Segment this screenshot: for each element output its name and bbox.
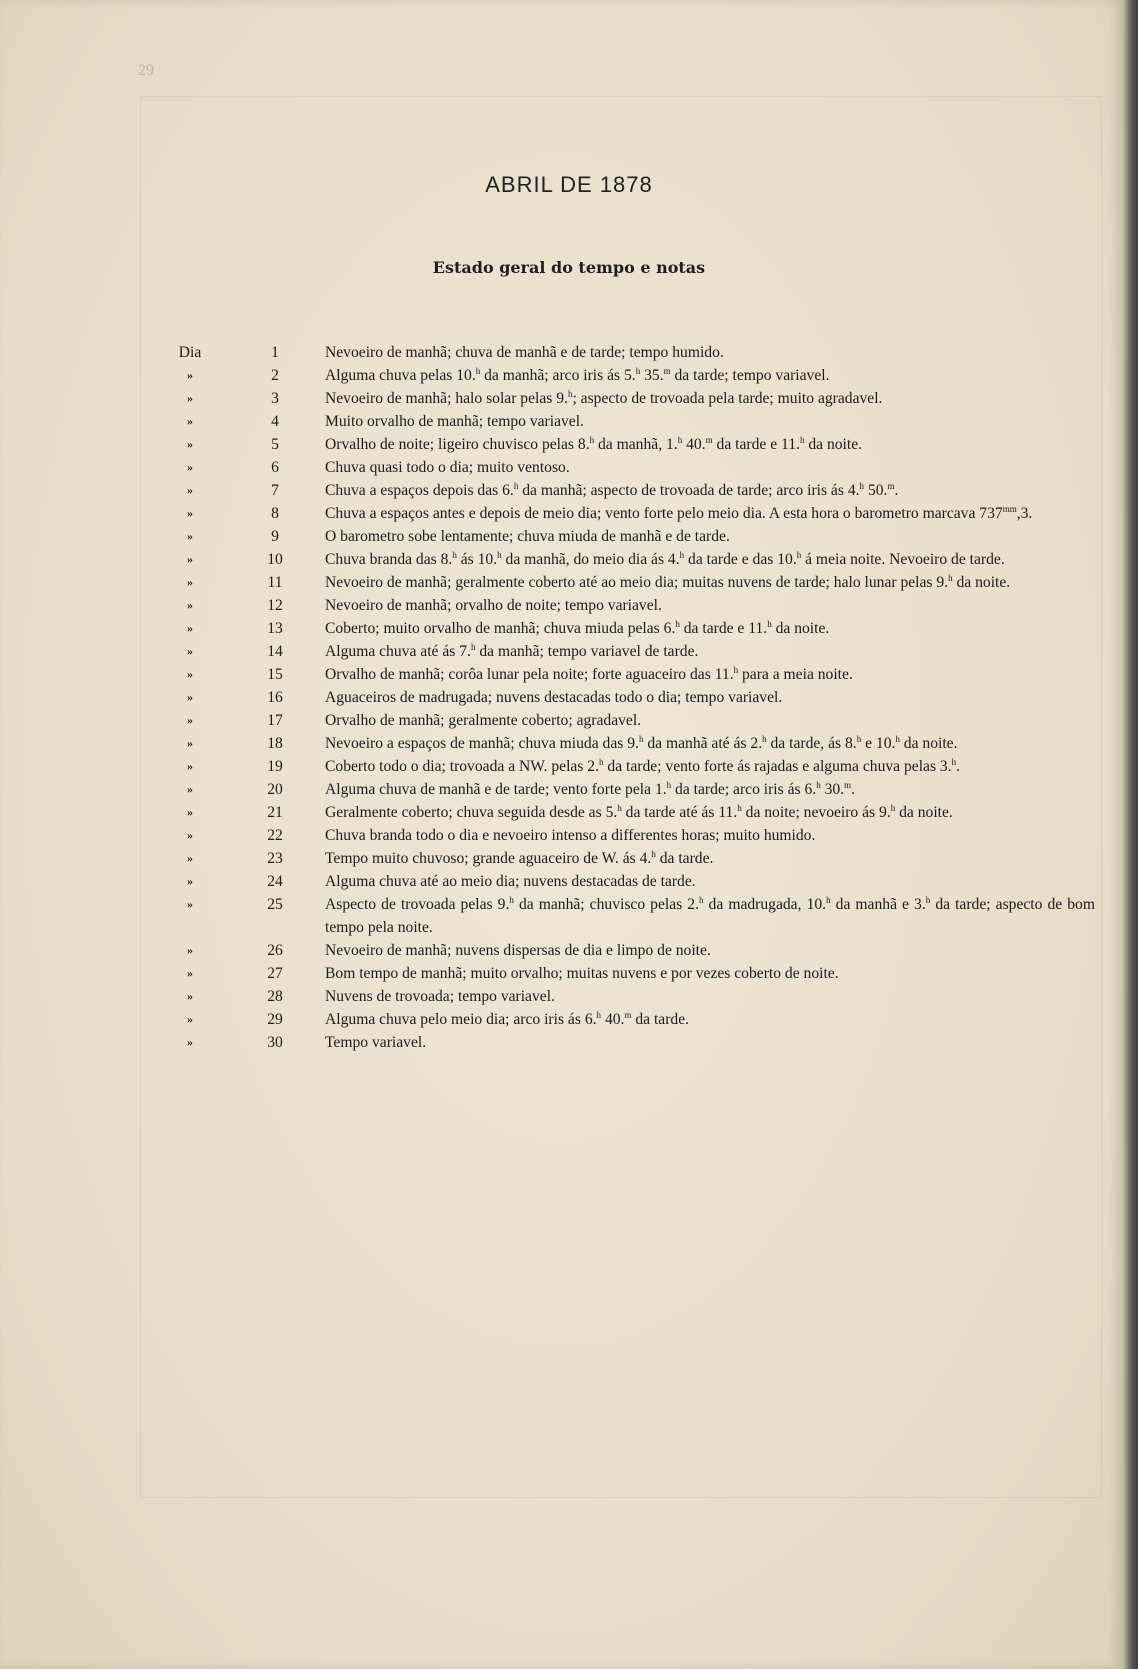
table-row	[155, 755, 1095, 778]
table-row	[155, 479, 1095, 502]
weather-note: Alguma chuva pelas 10.$^h$ da manhã; arco iris ás 5.$^h$ 35.$^m$ da tarde; tempo variavel.	[325, 365, 830, 384]
day-number: 5	[271, 436, 279, 453]
day-number: 7	[271, 482, 279, 499]
day-number: 6	[271, 459, 279, 476]
day-number: 26	[267, 942, 283, 959]
weather-note: Nevoeiro de manhã; geralmente coberto até ao meio dia; muitas nuvens de tarde; halo lunar pelas 9.$^h$ da noite.	[325, 572, 1011, 591]
page-title: ABRIL DE 1878	[485, 172, 653, 197]
table-row	[155, 571, 1095, 594]
table-row	[155, 433, 1095, 456]
table-row	[155, 387, 1095, 410]
day-number: 27	[267, 965, 283, 982]
table-row	[155, 824, 1095, 847]
table-row	[155, 870, 1095, 893]
day-number: 8	[271, 505, 279, 522]
ditto-mark: »	[187, 621, 193, 635]
weather-note: Geralmente coberto; chuva seguida desde as 5.$^h$ da tarde até ás 11.$^h$ da noite; nevoeiro ás 9.$^h$ da noite.	[325, 802, 953, 821]
weather-note: Orvalho de manhã; corôa lunar pela noite; forte aguaceiro das 11.$^h$ para a meia noite.	[325, 664, 853, 683]
table-row	[155, 663, 1095, 686]
weather-note: Tempo variavel.	[325, 1034, 427, 1051]
day-number: 11	[267, 574, 283, 591]
table-row	[155, 341, 1095, 364]
section-heading: Estado geral do tempo e notas	[432, 258, 706, 277]
weather-note: Nevoeiro de manhã; orvalho de noite; tempo variavel.	[325, 597, 662, 614]
day-number: 18	[267, 735, 283, 752]
weather-note: Orvalho de manhã; geralmente coberto; agradavel.	[325, 712, 642, 729]
table-row	[155, 364, 1095, 387]
ditto-mark: »	[187, 575, 193, 589]
ditto-mark: »	[187, 644, 193, 658]
ditto-mark: »	[187, 690, 193, 704]
weather-note: Chuva a espaços antes e depois de meio dia; vento forte pelo meio dia. A esta hora o barometro marcava $737^{mm},3$.	[325, 503, 1033, 522]
ditto-mark: »	[187, 874, 193, 888]
ditto-mark: »	[187, 1035, 193, 1049]
weather-note: Alguma chuva até ao meio dia; nuvens destacadas de tarde.	[325, 873, 696, 890]
ditto-mark: »	[187, 897, 193, 911]
day-number: 24	[267, 873, 283, 890]
weather-note: Chuva a espaços depois das 6.$^h$ da manhã; aspecto de trovoada de tarde; arco iris ás 4.$^h$ 50.$^m$.	[325, 480, 899, 499]
ditto-mark: »	[187, 391, 193, 405]
weather-note: O barometro sobe lentamente; chuva miuda de manhã e de tarde.	[325, 528, 730, 545]
ditto-mark: »	[187, 667, 193, 681]
ditto-mark: »	[187, 943, 193, 957]
day-number: 4	[271, 413, 279, 430]
ditto-mark: »	[187, 598, 193, 612]
table-row	[155, 985, 1095, 1008]
table-row	[155, 410, 1095, 433]
weather-note: Alguma chuva até ás 7.$^h$ da manhã; tempo variavel de tarde.	[325, 641, 699, 660]
day-number: 2	[271, 367, 279, 384]
table-row	[155, 847, 1095, 870]
ditto-mark: »	[187, 828, 193, 842]
weather-note: Alguma chuva de manhã e de tarde; vento forte pela 1.$^h$ da tarde; arco iris ás 6.$^h$ 30.$^m$.	[325, 779, 856, 798]
weather-note: Muito orvalho de manhã; tempo variavel.	[325, 413, 584, 430]
day-number: 3	[271, 390, 279, 407]
weather-note: Nuvens de trovoada; tempo variavel.	[325, 988, 555, 1005]
ditto-mark: »	[187, 1012, 193, 1026]
ditto-mark: »	[187, 989, 193, 1003]
weather-note: Nevoeiro de manhã; chuva de manhã e de tarde; tempo humido.	[325, 344, 724, 361]
table-row	[155, 732, 1095, 755]
table-row	[155, 1031, 1095, 1054]
day-number: 14	[267, 643, 283, 660]
weather-note: Chuva branda das 8.$^h$ ás 10.$^h$ da manhã, do meio dia ás 4.$^h$ da tarde e das 10.$^h$ á meia noite. Nevoeiro de tarde.	[325, 549, 1005, 568]
ditto-mark: »	[187, 851, 193, 865]
weather-note: Nevoeiro a espaços de manhã; chuva miuda das 9.$^h$ da manhã até ás 2.$^h$ da tarde, ás 8.$^h$ e 10.$^h$ da noite.	[325, 733, 958, 752]
day-number: 21	[267, 804, 283, 821]
ditto-mark: »	[187, 506, 193, 520]
weather-note: Aspecto de trovoada pelas 9.$^h$ da manhã; chuvisco pelas 2.$^h$ da madrugada, 10.$^h$ da manhã e 3.$^h$ da tarde; aspecto de bom tempo pela noite.	[325, 894, 1095, 936]
table-row	[155, 801, 1095, 824]
day-number: 25	[267, 896, 283, 913]
weather-note: Bom tempo de manhã; muito orvalho; muitas nuvens e por vezes coberto de noite.	[325, 965, 839, 982]
table-row	[155, 1008, 1095, 1031]
day-number: 15	[267, 666, 283, 683]
weather-note: Orvalho de noite; ligeiro chuvisco pelas 8.$^h$ da manhã, 1.$^h$ 40.$^m$ da tarde e 11.$^h$ da noite.	[325, 434, 863, 453]
weather-notes-table	[155, 341, 1095, 1054]
table-row	[155, 617, 1095, 640]
weather-note: Coberto todo o dia; trovoada a NW. pelas 2.$^h$ da tarde; vento forte ás rajadas e alguma chuva pelas 3.$^h$.	[325, 756, 961, 775]
weather-note: Coberto; muito orvalho de manhã; chuva miuda pelas 6.$^h$ da tarde e 11.$^h$ da noite.	[325, 618, 830, 637]
ditto-mark: »	[187, 713, 193, 727]
table-row	[155, 640, 1095, 663]
ditto-mark: »	[187, 483, 193, 497]
day-number: 9	[271, 528, 279, 545]
day-number: 17	[267, 712, 283, 729]
ditto-mark: »	[187, 368, 193, 382]
weather-note: Tempo muito chuvoso; grande aguaceiro de W. ás 4.$^h$ da tarde.	[325, 848, 714, 867]
ditto-mark: »	[187, 966, 193, 980]
page-number: 29	[138, 62, 154, 79]
day-number: 30	[267, 1034, 283, 1051]
ditto-mark: »	[187, 460, 193, 474]
table-row	[155, 594, 1095, 617]
weather-note: Chuva branda todo o dia e nevoeiro intenso a differentes horas; muito humido.	[325, 827, 816, 844]
day-number: 22	[267, 827, 283, 844]
table-row	[155, 456, 1095, 479]
table-row	[155, 778, 1095, 801]
weather-note: Chuva quasi todo o dia; muito ventoso.	[325, 459, 570, 476]
table-row	[155, 939, 1095, 962]
table-row	[155, 709, 1095, 732]
ditto-mark: »	[187, 782, 193, 796]
day-number: 19	[267, 758, 283, 775]
ditto-mark: »	[187, 552, 193, 566]
table-row	[155, 893, 1095, 939]
weather-note: Alguma chuva pelo meio dia; arco iris ás 6.$^h$ 40.$^m$ da tarde.	[325, 1009, 690, 1028]
day-number: 12	[267, 597, 283, 614]
day-number: 20	[267, 781, 283, 798]
day-column-label: Dia	[178, 344, 202, 361]
day-number: 29	[267, 1011, 283, 1028]
ditto-mark: »	[187, 736, 193, 750]
ditto-mark: »	[187, 529, 193, 543]
table-row	[155, 962, 1095, 985]
day-number: 28	[267, 988, 283, 1005]
book-spine-edge	[1122, 0, 1138, 1669]
table-row	[155, 686, 1095, 709]
day-number: 16	[267, 689, 283, 706]
day-number: 1	[271, 344, 279, 361]
table-row	[155, 502, 1095, 525]
table-row	[155, 548, 1095, 571]
day-number: 10	[267, 551, 283, 568]
weather-note: Nevoeiro de manhã; nuvens dispersas de dia e limpo de noite.	[325, 942, 711, 959]
table-row	[155, 525, 1095, 548]
weather-note: Aguaceiros de madrugada; nuvens destacadas todo o dia; tempo variavel.	[325, 689, 783, 706]
ditto-mark: »	[187, 414, 193, 428]
ditto-mark: »	[187, 805, 193, 819]
day-number: 13	[267, 620, 283, 637]
weather-note: Nevoeiro de manhã; halo solar pelas 9.$^h$; aspecto de trovoada pela tarde; muito agradavel.	[325, 388, 883, 407]
ditto-mark: »	[187, 437, 193, 451]
day-number: 23	[267, 850, 283, 867]
ditto-mark: »	[187, 759, 193, 773]
